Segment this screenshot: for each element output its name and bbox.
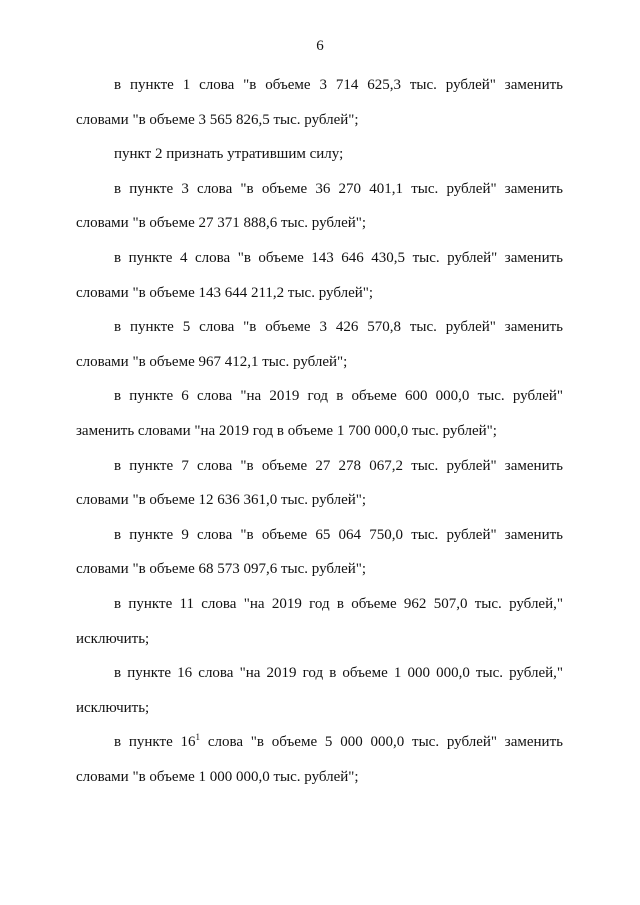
document-body <box>76 68 563 794</box>
paragraph-punkt-3 <box>76 172 563 241</box>
paragraph-punkt-4 <box>76 241 563 310</box>
paragraph-line: в пункте 4 слова "в объеме 143 646 430,5 тыс. рублей" заменить <box>114 249 563 266</box>
paragraph-line: заменить словами "на 2019 год в объеме 1 700 000,0 тыс. рублей"; <box>76 422 497 439</box>
paragraph-punkt-5 <box>76 310 563 379</box>
paragraph-line <box>76 725 563 760</box>
paragraph-punkt-7 <box>76 449 563 518</box>
paragraph-line: в пункте 16 слова "на 2019 год в объеме 1 000 000,0 тыс. рублей," <box>114 665 563 682</box>
line-text: в пункте 16 <box>114 734 196 751</box>
page-number: 6 <box>316 38 324 54</box>
paragraph-line: в пункте 1 слова "в объеме 3 714 625,3 тыс. рублей" заменить <box>114 77 563 93</box>
paragraph-line: в пункте 3 слова "в объеме 36 270 401,1 тыс. рублей" заменить <box>114 180 563 197</box>
paragraph-punkt-2 <box>76 137 563 172</box>
paragraph-line: пункт 2 признать утратившим силу; <box>114 146 344 163</box>
paragraph-line: в пункте 11 слова "на 2019 год в объеме 962 507,0 тыс. рублей," <box>114 595 563 612</box>
paragraph-line: словами "в объеме 143 644 211,2 тыс. рублей"; <box>76 284 374 301</box>
paragraph-line: в пункте 5 слова "в объеме 3 426 570,8 тыс. рублей" заменить <box>114 319 563 336</box>
paragraph-line: исключить; <box>76 630 150 647</box>
paragraph-punkt-6 <box>76 379 563 448</box>
paragraph-line: словами "в объеме 68 573 097,6 тыс. рублей"; <box>76 561 367 578</box>
superscript-index: 1 <box>195 732 201 743</box>
paragraph-line: в пункте 6 слова "на 2019 год в объеме 600 000,0 тыс. рублей" <box>114 388 563 405</box>
paragraph-punkt-1 <box>76 68 563 137</box>
paragraph-line: в пункте 7 слова "в объеме 27 278 067,2 тыс. рублей" заменить <box>114 457 563 474</box>
paragraph-punkt-9 <box>76 518 563 587</box>
line-text: слова "в объеме 5 000 000,0 тыс. рублей" заменить <box>200 734 563 751</box>
paragraph-line: словами "в объеме 967 412,1 тыс. рублей"; <box>76 353 348 370</box>
paragraph-line: словами "в объеме 12 636 361,0 тыс. рублей"; <box>76 492 367 509</box>
paragraph-line: словами "в объеме 1 000 000,0 тыс. рублей"; <box>76 768 359 785</box>
paragraph-punkt-16 <box>76 656 563 725</box>
paragraph-line: словами "в объеме 3 565 826,5 тыс. рублей"; <box>76 111 359 128</box>
paragraph-line: в пункте 9 слова "в объеме 65 064 750,0 тыс. рублей" заменить <box>114 526 563 543</box>
paragraph-line: словами "в объеме 27 371 888,6 тыс. рублей"; <box>76 215 367 232</box>
paragraph-punkt-16-1 <box>76 725 563 794</box>
paragraph-punkt-11 <box>76 587 563 656</box>
paragraph-line: исключить; <box>76 699 150 716</box>
